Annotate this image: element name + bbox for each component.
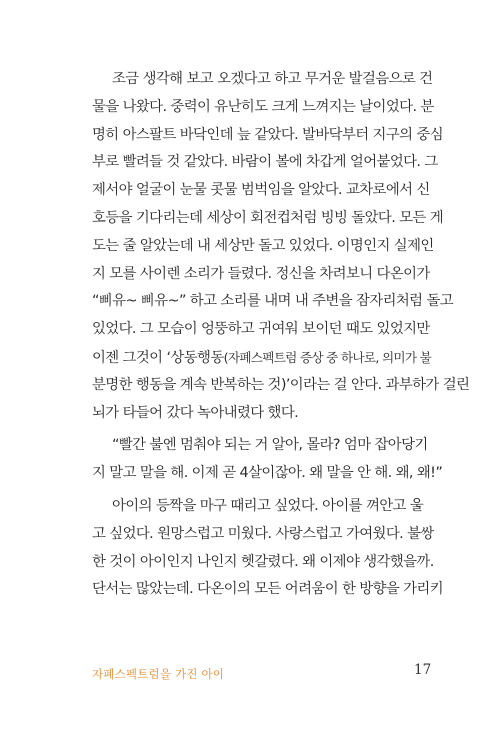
text-line: “삐유~ 삐유~” 하고 소리를 내며 내 주변을 잠자리처럼 돌고 xyxy=(92,293,454,310)
paragraph xyxy=(92,66,470,427)
text-line: 단서는 많았는데. 다온이의 모든 어려움이 한 방향을 가리키 xyxy=(92,581,444,598)
text-line: “빨간 불엔 멈춰야 되는 거 알아, 몰라? 엄마 잡아당기 xyxy=(112,437,428,454)
text-line: 있었다. 그 모습이 엉뚱하고 귀여워 보이던 때도 있었지만 xyxy=(92,321,430,338)
text-line-main: 이젠 그것이 ‘상동행동 xyxy=(92,349,224,366)
page-number: 17 xyxy=(414,662,432,678)
text-line xyxy=(92,344,432,372)
text-line: 제서야 얼굴이 눈물 콧물 범벅임을 알았다. 교차로에서 신 xyxy=(92,182,430,199)
running-footer-title: 자폐스펙트럼을 가진 아이 xyxy=(92,667,225,681)
text-line: 부로 빨려들 것 같았다. 바람이 볼에 차갑게 얼어붙었다. 그 xyxy=(92,154,438,171)
text-line: 물을 나왔다. 중력이 유난히도 크게 느껴지는 날이었다. 분 xyxy=(92,98,434,115)
text-line: 지 모를 사이렌 소리가 들렸다. 정신을 차려보니 다온이가 xyxy=(92,265,430,282)
text-line: 아이의 등짝을 마구 때리고 싶었다. 아이를 껴안고 울 xyxy=(112,497,424,514)
text-line: 도는 줄 알았는데 내 세상만 돌고 있었다. 이명인지 실제인 xyxy=(92,237,434,254)
text-line: 호등을 기다리는데 세상이 회전컵처럼 빙빙 돌았다. 모든 게 xyxy=(92,209,444,226)
text-line: 조금 생각해 보고 오겠다고 하고 무거운 발걸음으로 건 xyxy=(112,71,433,87)
inline-note: (자폐스펙트럼 증상 중 하나로, 의미가 불 xyxy=(223,349,432,365)
text-line: 뇌가 타들어 갔다 녹아내렸다 했다. xyxy=(92,404,299,421)
text-line: 한 것이 아이인지 나인지 헷갈렸다. 왜 이제야 생각했을까. xyxy=(92,553,434,570)
text-line: 분명한 행동을 계속 반복하는 것)’이라는 걸 안다. 과부하가 걸린 xyxy=(92,376,470,393)
paragraph xyxy=(92,493,444,604)
text-line: 명히 아스팔트 바닥인데 늪 같았다. 발바닥부터 지구의 중심 xyxy=(92,126,444,143)
text-line: 지 말고 말을 해. 이제 곧 4살이잖아. 왜 말을 안 해. 왜, 왜!” xyxy=(92,465,443,482)
text-line: 고 싶었다. 원망스럽고 미웠다. 사랑스럽고 가여웠다. 불쌍 xyxy=(92,525,434,542)
paragraph-dialogue xyxy=(92,432,443,488)
body-text xyxy=(92,66,470,604)
